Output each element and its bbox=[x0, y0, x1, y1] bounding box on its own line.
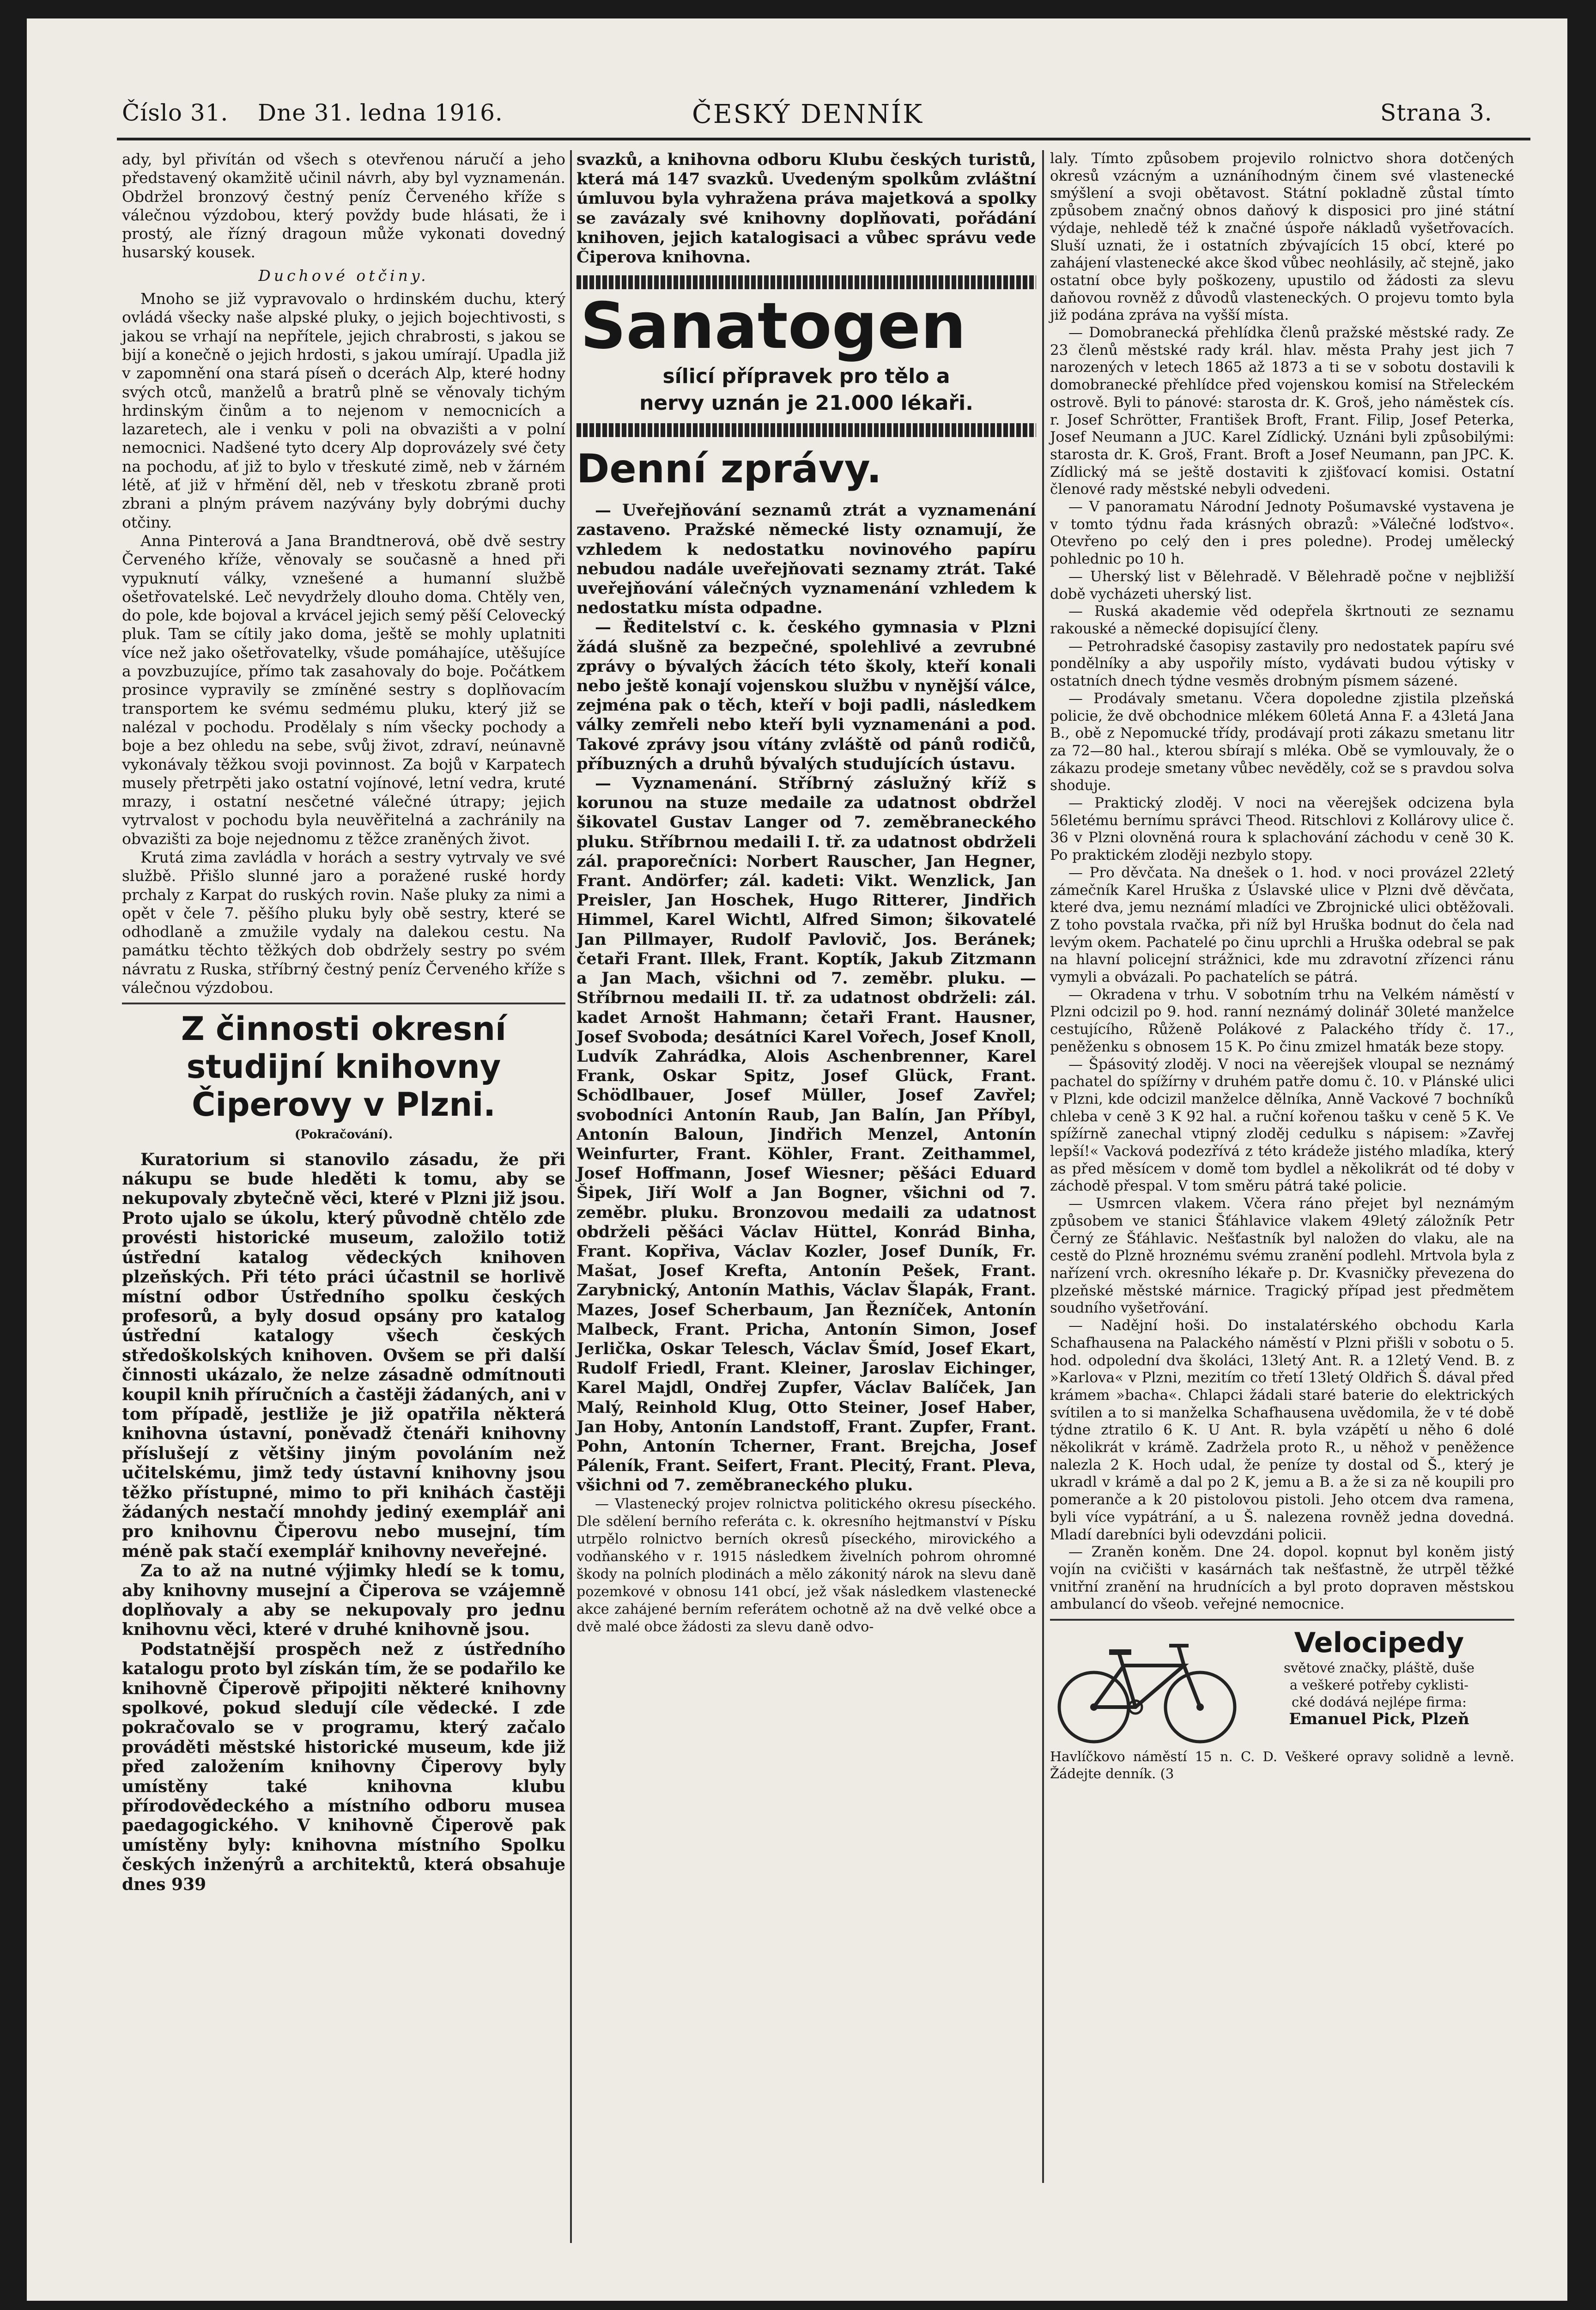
ad-title: Sanatogen bbox=[580, 289, 966, 364]
issue-date: Dne 31. ledna 1916. bbox=[258, 99, 503, 126]
article-paragraph: Za to až na nutné výjimky hledí se k tomu, aby knihovny musejní a Čiperova se vzájemně doplňovaly a aby se nekupovaly pro jednu knihovnu věci, které v druhé knihovně jsou. bbox=[122, 1561, 565, 1640]
article-paragraph: Podstatnější prospěch než z ústředního katalogu proto byl získán tím, že se podařilo ke knihovně Čiperově připojiti některé knihovny spolkové, pokud sledují cíle vědecké. I zde pokračovalo se v programu, který začalo prováděti městské historické museum, kde již před založením knihovny Čiperovy byly umístěny také knihovna klubu přírodovědeckého a místního odboru musea paedagogického. V knihovně Čiperově pak umístěny byly: knihovna místního Spolku českých inženýrů a architektů, která obsahuje dnes 939 bbox=[122, 1639, 565, 1894]
news-item: — Praktický zloděj. V noci na věerejšek odcizena byla 56letému bernímu správci Theod. Ritschlovi z Kollárovy ulice č. 36 v Plzni olovněná roura k splachování záchodu v ceně 30 K. Po praktickém zloději nezbylo stopy. bbox=[1050, 795, 1514, 864]
issue-number: Číslo 31. bbox=[122, 99, 229, 126]
ad-border bbox=[577, 423, 1036, 437]
article-paragraph: Anna Pinterová a Jana Brandtnerová, obě dvě sestry Červeného kříže, věnovaly se současně a hned při vypuknutí války, vznešené a humanní službě ošetřovatelské. Leč nevydržely dlouho doma. Chtěly ven, do pole, kde bojoval a krvácel jejich semý pěší Celovecký pluk. Tam se cítily jako doma, ještě se mohly uplatniti více než jako ošetřovatelky, všude pomáhajíce, utěšujíce a povzbuzujíce, přímo tak zasahovaly do boje. Počátkem prosince vypravily se zmíněné sestry s doplňovacím transportem ke svému sedmému pluku, který již se nalézal v pochodu. Prodělaly s ním všecky pochody a boje a bez ohledu na sebe, svůj život, zdraví, neúnavně vykonávaly těžkou svoji povinnost. Za bojů v Karpatech musely přetrpěti jako ostatní vojínové, letní vedra, kruté mrazy, i ostatní nesčetné válečné útrapy; jejich vytrvalost v pochodu byla neuvěřitelná a zachránily na obvazišti za boje nejednomu z těžce zraněných život. bbox=[122, 531, 565, 848]
article-paragraph: Krutá zima zavládla v horách a sestry vytrvaly ve své službě. Přišlo slunné jaro a poražené ruské hordy prchaly z Karpat do ruských rovin. Naše pluky za nimi a opět v čele 7. pěšího pluku byly obě sestry, které se odhodlaně a zmužile vydaly na dalekou cestu. Na památku těchto těžkých dob obdržely sestry po svém návratu z Ruska, stříbrný čestný peníz Červeného kříže s válečnou výzdobou. bbox=[122, 848, 565, 997]
ad-title: Velocipedy bbox=[1294, 1627, 1464, 1660]
ad-line: nervy uznán je 21.000 lékaři. bbox=[639, 391, 973, 415]
ad-line: cké dodává nejlépe firma: bbox=[1292, 1694, 1467, 1710]
continuation-note: (Pokračování). bbox=[294, 1128, 393, 1142]
ad-text bbox=[577, 363, 1036, 417]
page-number: Strana 3. bbox=[1380, 99, 1493, 126]
ad-border bbox=[577, 275, 1036, 289]
news-item: — Ruská akademie věd odepřela škrtnouti ze seznamu rakouské a německé dopisující členy. bbox=[1050, 603, 1514, 637]
article-separator bbox=[122, 1003, 565, 1004]
ad-line: Emanuel Pick, Plzeň bbox=[1289, 1710, 1469, 1729]
column-3 bbox=[1050, 150, 1514, 1782]
newspaper-page bbox=[27, 18, 1567, 2301]
velocipedy-advertisement bbox=[1050, 1626, 1514, 1782]
bicycle-icon bbox=[1050, 1626, 1244, 1746]
ad-line: sílicí přípravek pro tělo a bbox=[662, 365, 950, 389]
sanatogen-advertisement bbox=[577, 275, 1036, 437]
article-paragraph: svazků, a knihovna odboru Klubu českých turistů, která má 147 svazků. Uvedeným spolkům zvláštní úmluvou byla vyhražena práva majetková a spolky se zavázaly své knihovny doplňovati, pořádání knihoven, jejich katalogisaci a vůbec správu vede Čiperova knihovna. bbox=[577, 150, 1036, 267]
ad-footer: Havlíčkovo náměstí 15 n. C. D. Veškeré opravy solidně a levně. Žádejte denník. bbox=[1050, 1749, 1514, 1782]
article-paragraph: ady, byl přivítán od všech s otevřenou náručí a jeho představený okamžitě učinil návrh, aby byl vyznamenán. Obdržel bronzový čestný peníz Červeného kříže s válečnou výzdobou, který povždy bude hlásati, že i prostý, ale řízný dragoun může vykonati dovedný husarský kousek. bbox=[122, 150, 565, 261]
article-separator bbox=[1050, 1619, 1514, 1621]
section-title: Denní zprávy. bbox=[577, 446, 882, 492]
article-headline: Z činnosti okresní studijní knihovny Čiperovy v Plzni. bbox=[181, 1010, 506, 1124]
ad-code: (3 bbox=[1160, 1766, 1174, 1782]
column-divider bbox=[570, 150, 572, 2243]
news-item: — Zraněn koněm. Dne 24. dopol. kopnut byl koněm jistý vojín na cvičišti v kasárnách tak nešťastně, že utrpěl těžké vnitřní zranění na hrudnících a byl proto dopraven městskou ambulancí do všeob. veřejné nemocnice. bbox=[1050, 1544, 1514, 1613]
news-item: — Vlastenecký projev rolnictva politického okresu píseckého. Dle sdělení berního referáta c. k. okresního hejtmanství v Písku utrpělo rolnictvo berních okresů píseckého, mirovického a vodňanského v r. 1915 následkem živelních pohrom ohromné škody na polních plodinách a mělo zákonitý nárok na slevu daně pozemkové v obnosu 141 obcí, jež však následkem vlastenecké akce zahájené berním referátem ochotně až na dvě velké obce a dvě malé obce žádosti za slevu daně odvo- bbox=[577, 1495, 1036, 1635]
article-heading: Duchové otčiny. bbox=[258, 266, 429, 285]
news-item: — Pro děvčata. Na dnešek o 1. hod. v noci provázel 22letý zámečník Karel Hruška z Úslavské ulice v Plzni dvě děvčata, které dva, jemu neznámí mladíci ve Zbrojnické ulici obtěžovali. Z toho povstala rvačka, při níž byl Hruška bodnut do čela nad levým okem. Pachatelé po činu uprchli a Hruška odebral se pak na hlavní policejní strážnici, kde mu zdravotní zřízenci ránu vymyli a obvázali. Po pachatelích se pátrá. bbox=[1050, 864, 1514, 986]
article-paragraph: Mnoho se již vypravovalo o hrdinském duchu, který ovládá všecky naše alpské pluky, o jejich bojechtivosti, s jakou se vrhají na nepřítele, jejich chrabrosti, s jakou se bijí a konečně o jejich hrdosti, s jakou umírají. Upadla již v zapomnění ona stará píseň o dcerách Alp, které hodny svých otců, manželů a bratrů plně se věnovaly tichým hrdinským činům a to nejenom v nemocnicích a lazaretech, ale i venku v poli na obvazišti a v polní nemocnici. Nadšené tyto dcery Alp doprovázely své čety na pochodu, ať již to bylo v třeskuté zimě, neb v žárném létě, ať již v hřmění děl, neb v třeskotu zbraně proti zbrani a plným právem nazývány byly dobrými duchy otčiny. bbox=[122, 290, 565, 531]
column-1 bbox=[122, 150, 565, 1894]
news-item: laly. Tímto způsobem projevilo rolnictvo shora dotčených okresů vzácným a uznáníhodným činem své vlastenecké smýšlení a svoji obětavost. Státní pokladně zůstal tímto způsobem značný obnos daňový k disposici pro jiné státní výdaje, nehledě též k značné úspoře nákladů vyšetřovacích. Sluší uznati, že i ostatních zbývajících 15 obcí, které po zahájení vlastenecké akce škod vůbec neohlásily, ač stejně, jako ostatní obce byly poškozeny, upustilo od žádosti za slevu daňovou rovněž z důvodů vlasteneckých. O projevu tomto byla již podána zpráva na vyšší místa. bbox=[1050, 150, 1514, 324]
news-item: — Uherský list v Bělehradě. V Bělehradě počne v nejbližší době vycházeti uherský list. bbox=[1050, 568, 1514, 602]
news-item: — Uveřejňování seznamů ztrát a vyznamenání zastaveno. Pražské německé listy oznamují, že vzhledem k nedostatku novinového papíru nebudou nadále uveřejňovati seznamy ztrát. Také uveřejňování válečných vyznamenání vzhledem k nedostatku místa odpadne. bbox=[577, 501, 1036, 618]
news-item: — V panoramatu Národní Jednoty Pošumavské vystavena je v tomto týdnu řada krásných obrazů: »Válečné loďstvo«. Otevřeno po celý den i pres poledne). Prodej umělecký pohlednic po 10 h. bbox=[1050, 498, 1514, 568]
news-item: — Petrohradské časopisy zastavily pro nedostatek papíru své pondělníky a aby uspořily místo, vydávati budou výtisky v ostatních dnech týdne vesměs drobným písmem sázené. bbox=[1050, 638, 1514, 690]
news-item: — Domobranecká přehlídka členů pražské městské rady. Ze 23 členů městské rady král. hlav. města Prahy jest jich 7 narozených v letech 1865 až 1873 a ti se v sobotu dostavili k domobranecké přehlídce před vojenskou komisí na Střeleckém ostrově. Byli to pánové: starosta dr. K. Groš, jeho náměstek cís. r. Josef Schrötter, František Broft, Frant. Filip, Josef Peterka, Josef Neumann a JUC. Karel Zídlický. Uznáni byli způsobilými: starosta dr. K. Groš, Frant. Broft a Josef Neumann, pan JPC. K. Zídlický má se ještě dostaviti k zjišťovací komisi. Ostatní členové rady městské nebyli odvedeni. bbox=[1050, 324, 1514, 498]
news-item: — Usmrcen vlakem. Včera ráno přejet byl neznámým způsobem ve stanici Šťáhlavice vlakem 49letý záložník Petr Černý ze Šťáhlavic. Nešťastník byl naložen do vlaku, ale na cestě do Plzně hroznému svému zranění podlehl. Mrtvola byla z nařízení vrch. okresního lékaře p. Dr. Kvasničky převezena do plzeňské městské márnice. Tragický případ jest předmětem soudního vyšetřování. bbox=[1050, 1195, 1514, 1317]
ad-line: světové značky, pláště, duše bbox=[1284, 1660, 1475, 1676]
article-paragraph: Kuratorium si stanovilo zásadu, že při nákupu se bude hleděti k tomu, aby se nekupovaly zbytečně věci, které v Plzni již jsou. Proto ujalo se úkolu, který původně chtělo zde provésti historické museum, založilo totiž ústřední katalog vědeckých knihoven plzeňských. Při této práci účastnil se horlivě místní odbor Ústředního spolku českých profesorů, a byly dosud opsány pro katalog ústřední katalogy všech českých středoškolských knihoven. Ovšem se při další činnosti ukázalo, že nelze zásadně odmítnouti koupil knih příručních a častěji žádaných, ani v tom případě, jestliže je již opatřila některá knihovna ústavní, poněvadž čtenáři knihovny příslušejí z většiny jiným povoláním než učitelskému, jimž tedy ústavní knihovny jsou těžko přístupné, mimo to při knihách častěji žádaných nestačí mnohdy jediný exemplář ani pro knihovnu Čiperovu nebo musejní, tím méně pak stačí exemplář knihovny neveřejné. bbox=[122, 1149, 565, 1561]
ad-line: a veškeré potřeby cyklisti- bbox=[1289, 1677, 1469, 1693]
news-item: — Vyznamenání. Stříbrný záslužný kříž s korunou na stuze medaile za udatnost obdržel šikovatel Gustav Langer od 7. zeměbraneckého pluku. Stříbrnou medaili I. tř. za udatnost obdrželi zál. praporečníci: Norbert Rauscher, Jan Hegner, Frant. Andörfer; zál. kadeti: Vikt. Wenzlick, Jan Preisler, Jan Hoschek, Hugo Ritterer, Jindřich Himmel, Karel Wichtl, Alfred Simon; šikovatelé Jan Pillmayer, Rudolf Pavlovič, Jos. Beránek; četaři Frant. Illek, Frant. Koptík, Jakub Zitzmann a Jan Mach, všichni od 7. zeměbr. pluku. — Stříbrnou medaili II. tř. za udatnost obdrželi: zál. kadet Arnošt Hahmann; četaři Frant. Hausner, Josef Svoboda; desátníci Karel Vořech, Josef Knoll, Ludvík Zahrádka, Alois Aschenbrenner, Karel Frank, Oskar Spitz, Josef Glück, Frant. Schödlbauer, Josef Müller, Josef Zavřel; svobodníci Antonín Raub, Jan Balín, Jan Příbyl, Antonín Baloun, Jindřich Menzel, Antonín Weinfurter, Frant. Köhler, Frant. Zeithammel, Josef Hoffmann, Josef Wiesner; pěšáci Eduard Šipek, Jiří Wolf a Jan Bogner, všichni od 7. zeměbr. pluku. Bronzovou medaili za udatnost obdrželi pěšáci Václav Hüttel, Konrád Binha, Frant. Kopřiva, Václav Kozler, Josef Duník, Fr. Mašat, Josef Krefta, Antonín Pešek, Frant. Zarybnický, Antonín Mathis, Václav Šlapák, Frant. Mazes, Josef Scherbaum, Jan Řezníček, Antonín Malbeck, Frant. Pricha, Antonín Simon, Josef Jerlička, Oskar Telesch, Václav Šmíd, Josef Ekart, Rudolf Friedl, Frant. Kleiner, Jaroslav Eichinger, Karel Majdl, Ondřej Zupfer, Václav Balíček, Jan Malý, Reinhold Klug, Otto Steiner, Josef Haber, Jan Hoby, Antonín Landstoff, Frant. Zupfer, Frant. Pohn, Antonín Tcherner, Frant. Brejcha, Josef Páleník, Frant. Seifert, Frant. Plecitý, Frant. Pleva, všichni od 7. zeměbraneckého pluku. bbox=[577, 774, 1036, 1495]
column-divider bbox=[1042, 150, 1044, 2183]
masthead: ČESKÝ DENNÍK bbox=[692, 99, 923, 129]
news-item: — Ředitelství c. k. českého gymnasia v Plzni žádá slušně za bezpečné, spolehlivé a zevrubné zprávy o bývalých žácích této školy, kteří konali nebo ještě konají vojenskou službu v nynější válce, zejména pak o těch, kteří v boji padli, následkem války zemřeli nebo kteří byli vyznamenáni a pod. Takové zprávy jsou vítány zvláště od pánů rodičů, příbuzných a druhů bývalých studujících ústavu. bbox=[577, 618, 1036, 773]
header-rule bbox=[117, 138, 1530, 140]
column-2 bbox=[577, 150, 1036, 1636]
news-item: — Okradena v trhu. V sobotním trhu na Velkém náměstí v Plzni odcizil po 9. hod. ranní neznámý dolinář 30leté manželce cestujícího, Růženě Polákové z Palackého třídy č. 17., peněženku s obnosem 15 K. Po činu zmizel hmaták beze stopy. bbox=[1050, 986, 1514, 1055]
news-item: — Špásovitý zloděj. V noci na věerejšek vloupal se neznámý pachatel do spížírny v druhém patře domu č. 10. v Plánské ulici v Plzni, kde odcizil manželce dělníka, Anně Vackové 7 bochníků chleba v ceně 3 K 92 hal. a ruční kořenou tašku v ceně 5 K. Ve spížírně zanechal vtipný zloděj cedulku s nápisem: »Zavřej lepší!« Vacková podezřívá z této krádeže jistého mladíka, který as před měsícem v domě tom bydlel a několikrát od té doby v záchodě přespal. V tom směru pátrá také policie. bbox=[1050, 1056, 1514, 1195]
news-item: — Nadějní hoši. Do instalatérského obchodu Karla Schafhausena na Palackého náměstí v Plzni přišli v sobotu o 5. hod. odpolední dva školáci, 13letý Ant. R. a 12letý Vend. B. z »Karlova« v Plzni, mezitím co třetí 13letý Oldřich Š. dával před krámem »bacha«. Chlapci žádali staré baterie do elektrických svítilen a to si manželka Schafhausena uvědomila, že v té době týdne ztratilo 6 K. U Ant. R. byla vzápětí u něho 6 dolé několikrát v krámě. Zadržela proto R., u něhož v peněžence nalezla 2 K. Hoch udal, že peníze ty dostal od Š., který je ukradl v krámě a dal po 2 K, jemu a B. a že si za ně koupili pro pomeranče a k 20 pistolovou pistoli. Jeho otcem dva ramena, byli více vypátrání, a u Š. nalezena rovněž jedna dovedná. Mladí darebníci byli odevzdáni policii. bbox=[1050, 1317, 1514, 1543]
news-item: — Prodávaly smetanu. Včera dopoledne zjistila plzeňská policie, že dvě obchodnice mlékem 60letá Anna F. a 43letá Jana B., obě z Nepomucké třídy, prodávají proti zákazu smetanu litr za 72—80 hal., kterou sbírají s mléka. Obě se vymlouvaly, že o zákazu prodeje smetany vůbec nevěděly, což se s pravdou solva shoduje. bbox=[1050, 690, 1514, 794]
